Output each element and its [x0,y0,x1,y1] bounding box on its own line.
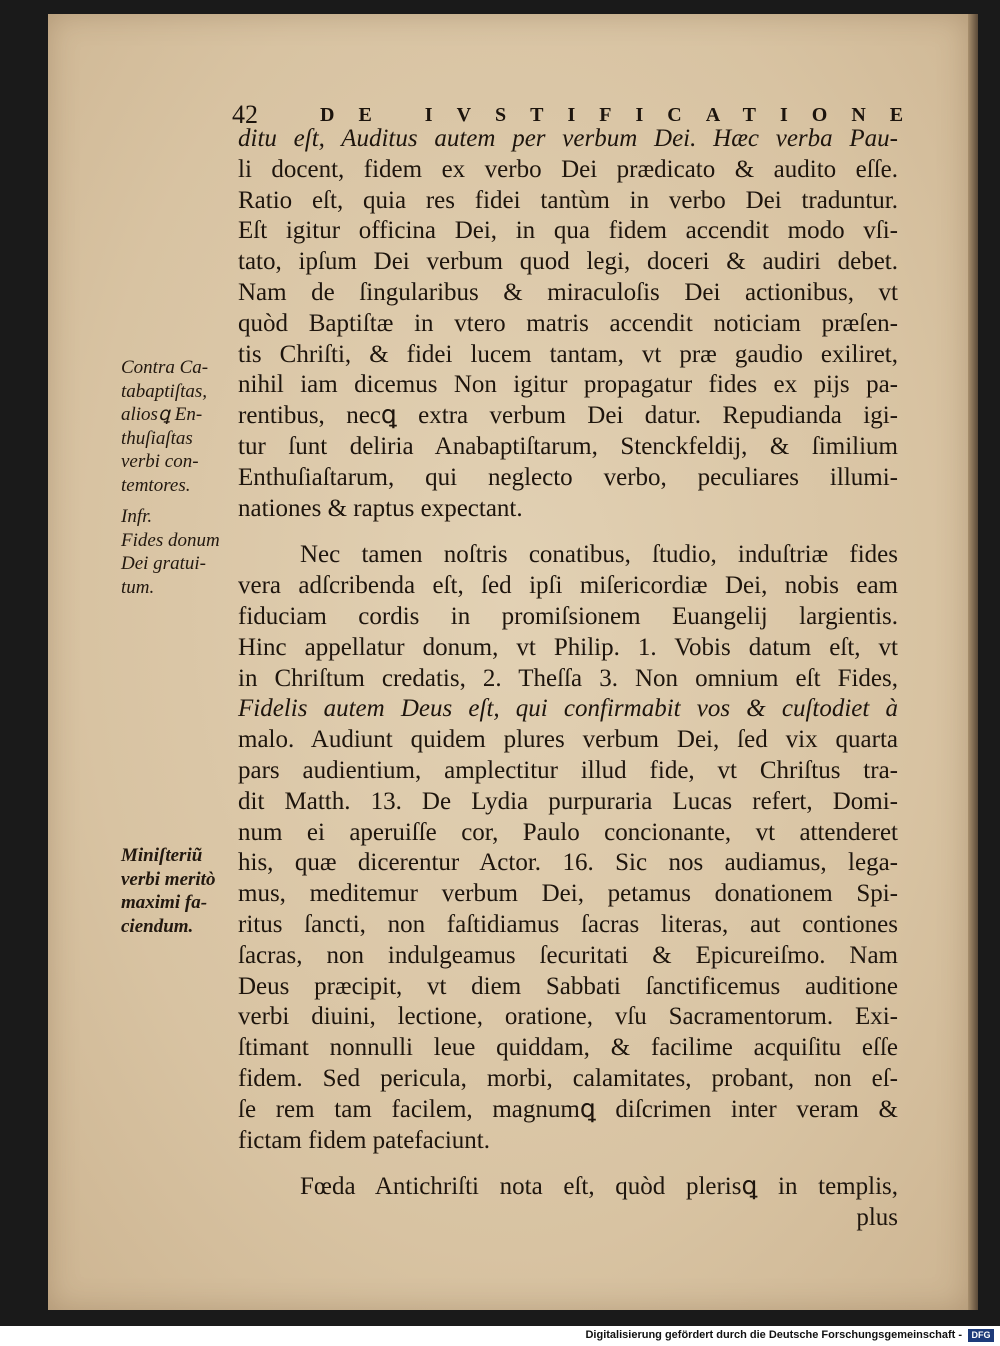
text-line: Enthuſiaſtarum, qui neglecto verbo, peculiares illumi- [238,463,898,491]
text-line: tur ſunt deliria Anabaptiſtarum, Stenckfeldij, & ſimilium [238,432,898,460]
margin-note-line: tabaptiſtas, [121,380,208,402]
text-line: Ratio eſt, quia res fidei tantùm in verbo Dei traduntur. [238,186,898,214]
text-line: nihil iam dicemus Non igitur propagatur fides ex pijs pa- [238,371,898,399]
margin-note-line: tum. [121,576,155,598]
margin-note-line: verbi meritò [121,868,216,890]
text-line: malo. Audiunt quidem plures verbum Dei, ſed vix quarta [238,726,898,754]
text-line: Eſt igitur officina Dei, in qua fidem accendit modo vſi- [238,217,898,245]
margin-note-line: temtores. [121,474,191,496]
margin-note-line: Contra Ca- [121,357,209,378]
margin-note-line: aliosꝗ En- [121,404,203,425]
margin-note-ministerium [121,844,241,938]
margin-note-line: maximi fa- [121,892,208,913]
text-line: vera adſcribenda eſt, ſed ipſi miſericordiæ Dei, nobis eam [238,572,898,600]
text-line: ſacras, non indulgeamus ſecuritati & Epicureiſmo. Nam [238,941,898,969]
text-line: quòd Baptiſtæ in vtero matris accendit noticiam præſen- [238,309,898,337]
text-line: fiduciam cordis in promiſsionem Euangelij largientis. [238,602,898,630]
margin-note-contra-catabaptistas [121,356,241,599]
margin-note-line: Miniſteriũ [121,845,203,866]
text-line: li docent, fidem ex verbo Dei prædicato & audito eſſe. [238,155,898,183]
text-line: nationes & raptus expectant. [238,494,523,522]
margin-note-line: ciendum. [121,915,194,937]
text-line: Fœda Antichriſti nota eſt, quòd plerisꝗ in templis, [300,1173,898,1201]
text-line: Deus præcipit, vt diem Sabbati ſanctificemus auditione [238,972,898,1000]
text-line: num ei aperuiſſe cor, Paulo concionante, vt attenderet [238,818,898,846]
text-line: mus, meditemur verbum Dei, petamus donationem Spi- [238,880,898,908]
text-line: rentibus, necꝗ extra verbum Dei datur. Repudianda igi- [238,402,898,430]
text-line: Fidelis autem Deus eſt, qui confirmabit vos & cuſtodiet à [238,695,898,723]
page-edge [968,14,978,1310]
text-line: fictam fidem patefaciunt. [238,1126,490,1154]
text-line: Hinc appellatur donum, vt Philip. 1. Vobis datum eſt, vt [238,633,898,661]
page-number: 42 [232,100,258,129]
text-line: ditu eſt, Auditus autem per verbum Dei. Hæc verba Pau- [238,125,898,152]
margin-note-line: Infr. [121,506,153,527]
margin-note-line: Fides donum [121,529,220,551]
text-line: tato, ipſum Dei verbum quod legi, doceri & audiri debet. [238,248,898,276]
running-title: DE IVSTIFICATIONE [320,104,928,126]
footer-credit: Digitalisierung gefördert durch die Deutsche Forschungsgemeinschaft - [585,1329,962,1341]
text-line: dit Matth. 13. De Lydia purpuraria Lucas refert, Domi- [238,787,898,815]
margin-note-line: thuſiaſtas [121,427,193,449]
margin-note-line: Dei gratui- [121,553,206,574]
text-line: Nam de ſingularibus & miraculoſis Dei actionibus, vt [238,278,898,306]
margin-note-line: verbi con- [121,451,199,472]
dfg-logo-icon: DFG [968,1329,994,1342]
text-line: in Chriſtum credatis, 2. Theſſa 3. Non omnium eſt Fides, [238,664,898,692]
text-line: his, quæ dicerentur Actor. 16. Sic nos audiamus, lega- [238,849,898,877]
text-line: ſtimant nonnulli leue quiddam, & facilime acquiſitu eſſe [238,1034,898,1062]
text-line: Nec tamen noſtris conatibus, ſtudio, induſtriæ fides [300,541,898,569]
text-line: verbi diuini, lectione, oratione, vſu Sacramentorum. Exi- [238,1003,898,1031]
text-line: tis Chriſti, & fidei lucem tantam, vt præ gaudio exiliret, [238,340,898,368]
text-line: pars audientium, amplectitur illud fide, vt Chriſtus tra- [238,756,898,784]
catchword: plus [856,1204,898,1232]
footer-bar [0,1326,1000,1346]
text-line: ſe rem tam facilem, magnumꝗ diſcrimen inter veram & [238,1095,898,1123]
text-line: fidem. Sed pericula, morbi, calamitates, probant, non eſ- [238,1064,898,1092]
body-text [238,124,898,1234]
text-line: ritus ſancti, non faſtidiamus ſacras literas, aut contiones [238,910,898,938]
